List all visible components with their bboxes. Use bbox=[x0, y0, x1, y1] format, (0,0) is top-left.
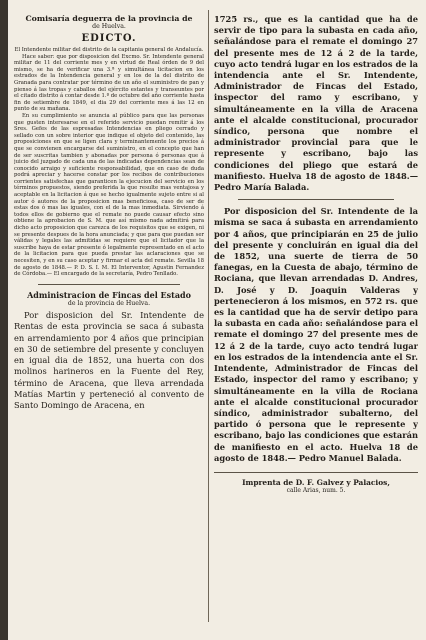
column-rule bbox=[208, 10, 209, 622]
printer-divider bbox=[214, 472, 418, 473]
subasta-huerta-continuation: 1725 rs., que es la cantidad que ha de servir de tipo para la subasta en cada año, señalándose para el remate el domingo 27 del presente mes de 12 á 2 de la tarde, cuyo acto tendrá lugar en los estrados de la intendencia ante el Sr. Intendente, Administrador de Fincas del Estado, inspector del ramo y escribano, y simultáneamente en la villa de Aracena ante el alcalde constitucional, procurador síndico, persona que nombre el administrador provincial para que le represente y escribano, bajo las condiciones del pliego que estará de manifiesto. Huelva 18 de agosto de 1848.—Pedro María Balada. bbox=[214, 14, 418, 193]
admin-fincas-title: Administracion de Fincas del Estado bbox=[27, 289, 191, 300]
comisaria-subtitle: de Huelva. bbox=[92, 23, 126, 30]
section-divider bbox=[38, 284, 180, 285]
edicto-paragraph-2: En su cumplimiento se anuncia al público para que las personas que gusten interesarse en el referido servicio puedan remitir á los Sres. Gefes de las espresadas Intendencias en pliego cerrado y sellado con un sobre interior que indique el objeto del contenido, las proposiciones en que se ligen clara y terminantemente los precios á que se convienen encargarse del suministro, en el concepto que han de ser suscritas tambien y abonadas por persona ó personas que á juicio del juzgado de cada una de las indicadas dependencias sean de conocido arraigo y suficiente responsabilidad, que en caso de duda podrá apreciar y hacerse constar por los recibos de contribuciones corrientes satisfechas que garanticen la ejecucion del servicio en los términos propuestos, siendo preferida la que resulte mas ventajosa y aceptable en la licitacion á que se hecho igualmente sujeto entre si al autor ó autores de la proposicion mas beneficiosa, caso de ser de estas dos ó mas las iguales, con el de la mas inmediata. Sirviendo á todos ellos de gobierno que el remate no puede causar efecto sino obtiene la aprobacion de S. M. que así mismo nada admitirá para dicho acto proposicion que carezca de los requisitos que se exigen, ni se presente despues de la hora anunciada; y que para que puedan ser válidas y legales las admitidas se requiere que el licitador que la suscribe haya de estar presente ó legalmente representado en el acto de la licitacion para que pueda prestar las aclaraciones que se necesiten, y en su caso aceptar y firmar el acta del remate. Sevilla 18 de agosto de 1848.— P. D. S. I. M. El Interventor, Agustin Fernandez de Córdoba.— El encargado de la secretaría, Pedro Tenllado. bbox=[14, 112, 204, 278]
printer-imprint: Imprenta de D. F. Galvez y Palacios, bbox=[242, 477, 390, 487]
edicto-heading: EDICTO. bbox=[81, 33, 137, 44]
admin-fincas-subtitle: de la provincia de Huelva. bbox=[67, 300, 151, 308]
library-watermark-stamp bbox=[150, 575, 420, 621]
subasta-tierra-paragraph: Por disposicion del Sr. Intendente de la misma se saca á subasta en arrendamiento por 4 años, que principiarán en 25 de julio del presente y concluirán en igual dia del de 1852, una suerte de tierra de 50 fanegas, en la Cuesta de abajo, término de Rociana, que llevan arrendadas D. Andres, D. José y D. Joaquin Valderas y pertenecieron á los mismos, en 572 rs. que es la cantidad que ha de servir detipo para la subasta en cada año: señalándose para el remate el domingo 27 del presente mes de 12 á 2 de la tarde, cuyo acto tendrá lugar en los estrados de la intendencia ante el Sr. Intendente, Administrador de Fincas del Estado, inspector del ramo y escribano; y simultáneamente en la villa de Rociana ante el alcalde constitucional procurador síndico, administrador subalterno, del partido ó persona que le represente y escribano, bajo las condiciones que estarán de manifiesto en el acto. Huelva 18 de agosto de 1848.— Pedro Manuel Balada. bbox=[214, 206, 418, 463]
printer-address: calle Arias, num. 5. bbox=[286, 487, 346, 495]
section-divider-right bbox=[238, 199, 394, 200]
right-column bbox=[214, 14, 418, 630]
edicto-paragraph-1: Hace saber: que por disposicion del Excmo. Sr. Intendente general militar de 11 del corriente mes y en virtud de Real órden de 9 del mismo, se ha de verificar una 3.ª y simultánea licitacion en los estrados de la Intendencia general y en los de la del distrito de Granada para contratar por término de un año el suministro de pan y pienso á las tropas y caballos del ejército estantes y transeuntes por el citado distrito á contar desde 1.º de octubre del año corriente hasta fin de setiembre de 1849, el dia 29 del corriente mes á las 12 en punto de su mañana. bbox=[14, 53, 204, 113]
edicto-intro: El Intendente militar del distrito de la capitania general de Andalucía. bbox=[14, 47, 204, 53]
page-binding-edge bbox=[0, 0, 8, 640]
subasta-huerta-paragraph: Por disposicion del Sr. Intendente de Rentas de esta provincia se saca á subasta en arrendamiento por 4 años que principian en 30 de setiembre del presente y concluyen en igual dia de 1852, una huerta con dos molinos harineros en la Fuente del Rey, término de Aracena, que lleva arrendada Matías Martin y perteneció al convento de Santo Domingo de Aracena, en bbox=[14, 310, 204, 410]
comisaria-title: Comisaría deguerra de la provincia de bbox=[25, 14, 193, 23]
left-column bbox=[14, 14, 204, 630]
